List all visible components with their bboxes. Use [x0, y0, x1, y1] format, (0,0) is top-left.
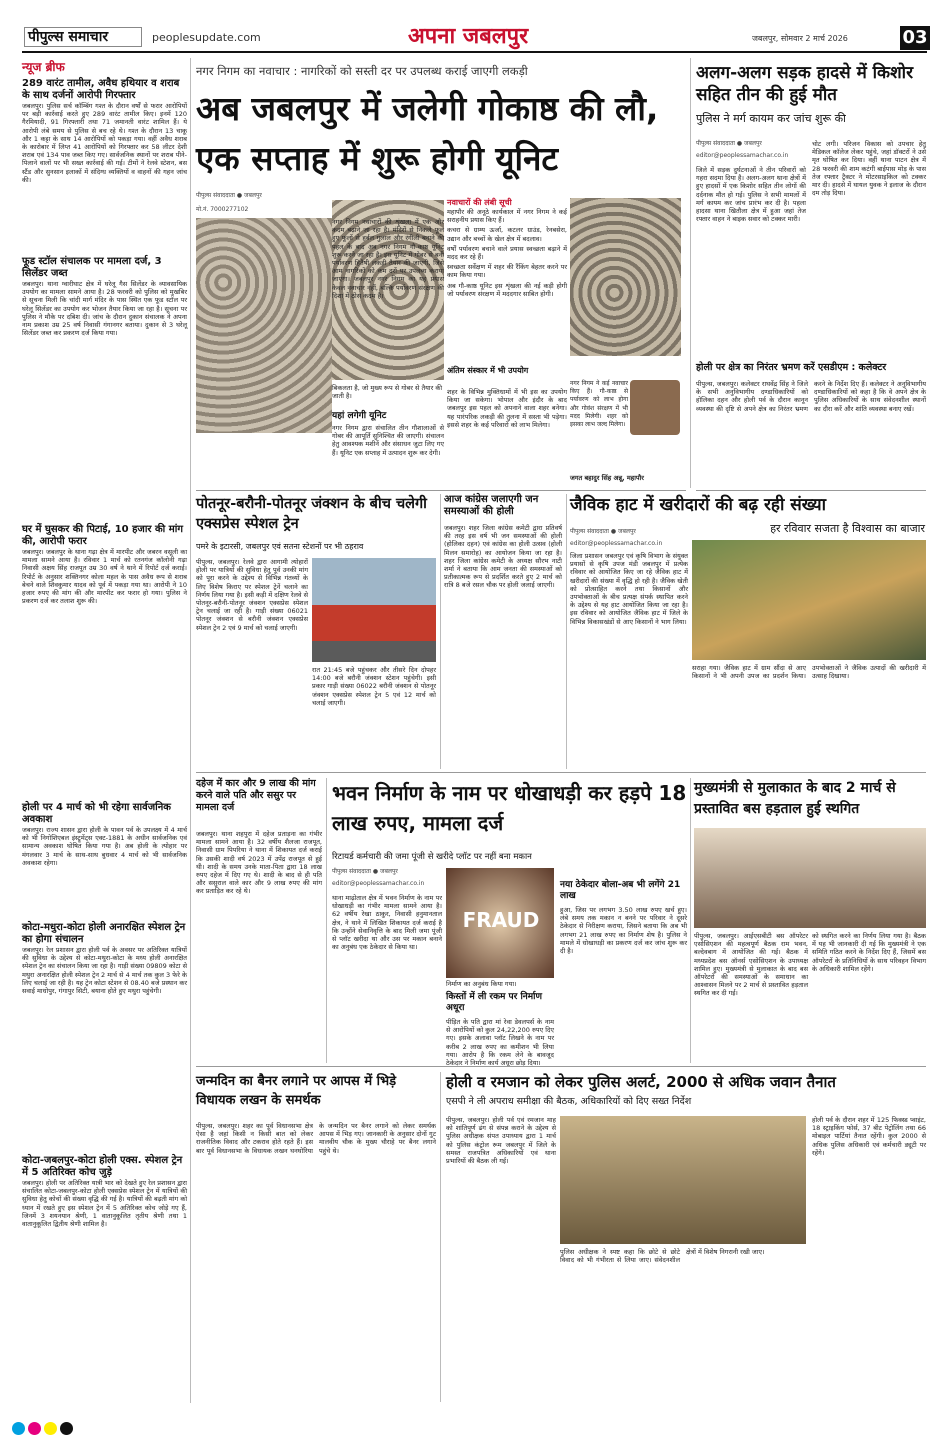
- mla-headline: जन्मदिन का बैनर लगाने पर आपस में भिड़े विधायक लखन के समर्थक: [196, 1074, 397, 1108]
- dateline: जबलपुर, सोमवार 2 मार्च 2026: [752, 34, 848, 43]
- police-sub: एसपी ने ली अपराध समीक्षा की बैठक, अधिकारियों को दिए सख्त निर्देश: [446, 1096, 692, 1107]
- section-title: अपना जबलपुर: [408, 24, 529, 49]
- registration-marks: [12, 1420, 932, 1438]
- mla-body: पीपुल्स, जबलपुर। शहर का पूर्व विधानसभा क्षेत्र ऐसा है जहां किसी न किसी बात को लेकर राजनीतिक विवाद और टकराव होते रहते हैं। इस बार पूर्व विधानसभा के विधायक लखन घनघोरिया के जन्मदिन पर बैनर लगाने को लेकर समर्थक आपस में भिड़ गए। जानकारी के अनुसार दोनों गुट मालवीय चौक के मुख्य चौराहे पर बैनर लगाने पहुंचे थे।: [196, 1122, 436, 1155]
- lead-byline: पीपुल्स संवाददाता ● जबलपुर: [196, 192, 262, 199]
- fraud-column-3: हुआ, जिस पर लगभग 3.50 लाख रुपए खर्च हुए। लंबे समय तक मकान न बनने पर परिवार ने दूसरे ठेकेदार से निरीक्षण कराया, जिसने बताया कि अब भी लगभग 21 लाख रुपए का निर्माण शेष है। पुलिस ने मामले में धोखाधड़ी का प्रकरण दर्ज कर जांच शुरू कर दी है।: [560, 906, 687, 956]
- list-item: अब गौ-काष्ठ यूनिट इस शृंखला की नई कड़ी होगी जो पर्यावरण संरक्षण में मददगार साबित होगी।: [447, 281, 567, 298]
- brief-body: जबलपुर। राज्य शासन द्वारा होली के पावन पर्व के उपलक्ष्य में 4 मार्च को भी निगोशिएबल इंस्ट्रूमेंट्स एक्ट-1881 के अधीन सार्वजनिक एवं सामान्य अवकाश घोषित किया गया है। अब होली के त्योहार पर मंगलवार 3 मार्च के साथ-साथ बुधवार 4 मार्च को भी सार्वजनिक अवकाश रहेगा।: [22, 826, 187, 867]
- haat-byline: पीपुल्स संवाददाता ● जबलपुर: [570, 528, 636, 535]
- congress-headline: आज कांग्रेस जलाएगी जन समस्याओं की होली: [444, 494, 539, 517]
- strike-headline: मुख्यमंत्री से मुलाकात के बाद 2 मार्च से प्रस्तावित बस हड़ताल हुई स्थगित: [694, 780, 896, 817]
- sdm-body: पीपुल्स, जबलपुर। कलेक्टर राघवेंद्र सिंह ने जिले के सभी अनुविभागीय दण्डाधिकारियों को होलिका दहन और होली पर्व के दौरान कानून व्यवस्था की दृष्टि से अपने क्षेत्र का निरंतर भ्रमण करने के निर्देश दिए हैं। कलेक्टर ने अनुविभागीय दण्डाधिकारियों को कहा है कि वे अपने क्षेत्र के पुलिस अधिकारियों के साथ संवेदनशील स्थानों का दौरा करें और शांति व्यवस्था बनाए रखें।: [696, 380, 926, 413]
- brief-body: जबलपुर। होली पर अतिरिक्त यात्री भार को देखते हुए रेल प्रशासन द्वारा संचालित कोटा-जबलपुर-कोटा होली एक्सप्रेस स्पेशल ट्रेन में यात्रियों की सुविधा हेतु कोचों की संख्या वृद्धि की गई है। यात्रियों की बढ़ती मांग को ध्यान में रखते हुए इस स्पेशल ट्रेन में 5 अतिरिक्त कोच जोड़े गए हैं, जिनमें 3 शयनयान श्रेणी, 1 वातानुकूलित तृतीय श्रेणी तथा 1 वातानुकूलित द्वितीय श्रेणी शामिल है।: [22, 1179, 187, 1229]
- brief-item: [22, 802, 187, 918]
- brief-item: [22, 1155, 187, 1329]
- sidebar-title: अंतिम संस्कार में भी उपयोग: [447, 366, 529, 375]
- haat-headline: जैविक हाट में खरीदारों की बढ़ रही संख्या: [570, 495, 826, 515]
- gokashth-photo-2: [570, 198, 681, 356]
- train-photo: [312, 558, 436, 662]
- brief-item: [22, 256, 187, 520]
- lead-subhead-unit: यहां लगेगी यूनिट: [332, 411, 387, 421]
- list-item: कचरा से ग्राम्य ऊर्जा, कटलर ग्राउंड, रेनबसेरा, उद्यान और बच्चों के खेल क्षेत्र में बदलाव।: [447, 226, 567, 243]
- brief-headline: फूड स्टॉल संचालक पर मामला दर्ज, 3 सिलेंडर जब्त: [22, 256, 162, 279]
- train-sub: पमरे के इटारसी, जबलपुर एवं सतना स्टेशनों पर भी ठहराव: [196, 542, 364, 551]
- lead-body-1: [259, 216, 260, 217]
- fraud-caption: निर्माण का अनुबंध किया गया।: [446, 980, 517, 988]
- fraud-headline: भवन निर्माण के नाम पर धोखाधड़ी कर हड़पे 18 लाख रुपए, मामला दर्ज: [332, 781, 687, 835]
- fraud-sub: रिटायर्ड कर्मचारी की जमा पूंजी से खरीदे प्लॉट पर नहीं बना मकान: [332, 852, 532, 862]
- lead-mobile: मो.नं. 7000277102: [196, 206, 249, 213]
- congress-body: जबलपुर। शहर जिला कांग्रेस कमेटी द्वारा प्रतिवर्ष की तरह इस वर्ष भी जन समस्याओं की होली (होलिका दहन) एवं कांग्रेस का होली उत्सव (होली मिलन समारोह) का आयोजन किया जा रहा है। शहर जिला कांग्रेस कमेटी के अध्यक्ष सौरभ नाटी शर्मा ने बताया कि आम जनता की समस्याओं को प्रतीकात्मक रूप से प्रदर्शित करते हुए 2 मार्च को रात्रि 8 बजे रसल चौक पर होली जलाई जाएगी।: [444, 524, 562, 590]
- brief-item: [22, 922, 187, 1151]
- brief-item: [22, 524, 187, 798]
- train-caption: रात 21:45 बजे पहुंचकर और तीसरे दिन दोपहर 14:00 बजे बरौनी जंक्शन स्टेशन पहुंचेगी। इसी प्रकार गाड़ी संख्या 06022 बरौनी जंक्शन से पोतनूर जंक्शन एक्सप्रेस स्पेशल ट्रेन 5 एवं 12 मार्च को चलाई जाएगी।: [312, 666, 436, 707]
- brief-item: [22, 78, 187, 252]
- strike-body: पीपुल्स, जबलपुर। आईएसबीटी बस ऑपरेटर एसोसिएशन की महत्वपूर्ण बैठक राम भवन, बल्देवबाग में आयोजित की गई। बैठक में मध्यप्रदेश बस ऑनर्स एसोसिएशन के उपाध्यक्ष शामिल हुए। मुख्यमंत्री से मुलाकात के बाद बस ऑपरेटरों की समस्याओं के समाधान का आश्वासन मिलने पर 2 मार्च से प्रस्तावित हड़ताल स्थगित कर दी गई।: [694, 932, 808, 998]
- accident-sub: पुलिस ने मर्ग कायम कर जांच शुरू की: [696, 112, 846, 125]
- brief-body: जबलपुर। थाना ग्वारीघाट क्षेत्र में घरेलू गैस सिलेंडर के व्यावसायिक उपयोग का मामला सामने आया है। 28 फरवरी को पुलिस को मुखबिर से सूचना मिली कि चांदी मार्ग मंदिर के पास स्थित एक फूड स्टॉल पर घरेलू सिलेंडर का उपयोग कर भोजन तैयार किया जा रहा है। सूचना पर पुलिस ने मौके पर दबिश दी। जांच के दौरान दुकान संचालक ने अपना नाम प्रकाश उम्र 25 वर्ष निवासी गंगानगर बताया। दुकान से 3 घरेलू सिलेंडर जब्त कर प्रकरण दर्ज किया गया।: [22, 280, 187, 338]
- mayor-photo: [630, 380, 680, 435]
- strike-col-2: को स्थगित करने का निर्णय लिया गया है। बैठक में यह भी जानकारी दी गई कि मुख्यमंत्री ने एक समिति गठित करने के निर्देश दिए हैं, जिसमें बस ऑपरेटरों के प्रतिनिधियों के साथ परिवहन विभाग के अधिकारी शामिल रहेंगे।: [812, 932, 926, 973]
- list-title: नवाचारों की लंबी सूची: [447, 198, 512, 207]
- accident-byline: पीपुल्स संवाददाता ● जबलपुर: [696, 140, 762, 147]
- haat-photo: [692, 540, 926, 660]
- haat-sub: हर रविवार सजता है विश्वास का बाजार: [770, 522, 925, 535]
- lead-photo-caption: बिकलता है, जो मुख्य रूप से गोबर से तैयार की जाती है।: [332, 384, 442, 400]
- accident-col-1: जिले में सड़क दुर्घटनाओं ने तीन परिवारों को गहरा सदमा दिया है। अलग-अलग थाना क्षेत्रों में हुए हादसों में एक किशोर सहित तीन लोगों की दर्दनाक मौत हो गई। पुलिस ने सभी मामलों में मर्ग कायम कर जांच प्रारंभ कर दी है। पहला हादसा थाना खितौला क्षेत्र में हुआ जहां तेज रफ्तार वाहन ने बाइक सवार को टक्कर मारी।: [696, 166, 806, 224]
- masthead: [0, 0, 945, 62]
- police-col-3: होली पर्व के दौरान शहर में 125 फिक्स्ड प्वाइंट, 18 स्ट्राइकिंग फोर्स, 37 बीट पेट्रोलिंग तथा 66 मोबाइल पार्टियां तैनात रहेंगी। कुल 2000 से अधिक पुलिस अधिकारी एवं कर्मचारी ड्यूटी पर रहेंगे।: [812, 1116, 926, 1157]
- accident-email: editor@peoplessamachar.co.in: [696, 152, 789, 159]
- fraud-column-1: थाना माढ़ोताल क्षेत्र में भवन निर्माण के नाम पर धोखाधड़ी का गंभीर मामला सामने आया है। 62 वर्षीय रेखा ठाकुर, निवासी हनुमानताल क्षेत्र, ने थाने में लिखित शिकायत दर्ज कराई है कि उन्होंने सेवानिवृत्ति के बाद मिली जमा पूंजी से प्लॉट खरीदा था और उस पर मकान बनाने का अनुबंध एक ठेकेदार से किया था।: [332, 894, 442, 952]
- mayor-quote: नगर निगम ने कई नवाचार किए हैं। गौ-काष्ठ से पर्यावरण को लाभ होगा और गोवंश संरक्षण में भी मदद मिलेगी। शहर को इसका लाभ जल्द मिलेगा।: [570, 380, 628, 429]
- lead-kicker: नगर निगम का नवाचार : नागरिकों को सस्ती दर पर उपलब्ध कराई जाएगी लकड़ी: [196, 64, 528, 78]
- brief-headline: घर में घुसकर की पिटाई, 10 हजार की मांग की, आरोपी फरार: [22, 524, 183, 547]
- strike-photo: [694, 828, 926, 928]
- list-item: वर्षों पर्यावरण बचाने वाले प्रयास स्वच्छता बढ़ाने में मदद कर रहे हैं।: [447, 244, 567, 262]
- mayor-name: जगत बहादुर सिंह अन्नू, महापौर: [570, 474, 644, 482]
- fraud-email: editor@peoplessamachar.co.in: [332, 880, 425, 887]
- brief-headline: होली पर 4 मार्च को भी रहेगा सार्वजनिक अवकाश: [22, 802, 171, 825]
- lead-body-left-col: नगर निगम नवाचारों की शृंखला में एक और कदम बढ़ाने जा रहा है। मंदिरों से निकले फूल हुए फूलों से हर्बल गुलाल और रंगीली बनाने की पहल के बाद अब नगर निगम गौ-काष्ठ यूनिट शुरू करने जा रहा है। इस यूनिट में गोबर से बनी पर्यावरण हितैषी लकड़ी तैयार की जाएगी, जिसे आम नागरिकों को कम दरों पर उपलब्ध कराया जाएगा। जबलपुर नगर निगम का यह प्रयास केवल नवाचार नहीं, बल्कि पर्यावरण संरक्षण की दिशा में ठोस कदम है।: [332, 218, 444, 300]
- sidebar-body: शहर के विभिन्न मुक्तिधामों में भी इस का उपयोग किया जा सकेगा। भोपाल और इंदौर के बाद जबलपुर इस पहल को अपनाने वाला शहर बनेगा। यह पारंपरिक लकड़ी की तुलना में सस्ता भी पड़ेगा। इससे शहर के कई परिवारों को लाभ मिलेगा।: [447, 388, 567, 429]
- police-photo: [560, 1116, 806, 1244]
- fraud-byline: पीपुल्स संवाददाता ● जबलपुर: [332, 868, 398, 875]
- haat-email: editor@peoplessamachar.co.in: [570, 540, 663, 547]
- brief-body: जबलपुर। जबलपुर के थाना गढ़ा क्षेत्र में मारपीट और जबरन वसूली का मामला सामने आया है। रविवार 1 मार्च को रतनगंज कॉलोनी गढ़ा निवासी अक्षय सिंह राजपूत उम्र 30 वर्ष ने थाने में रिपोर्ट दर्ज कराई। रिपोर्ट के अनुसार शक्तिनगर कोला महल के पास अवैध रूप से शराब बेचने वाले शिवकुमार यादव को पूर्व में पकड़ा गया था। आरोपी ने 10 हजार रुपए की मांग की और मारपीट कर फरार हो गया। पुलिस ने प्रकरण दर्ज कर तलाश शुरू की।: [22, 548, 187, 606]
- fraud-subhead-1: किस्तों में ली रकम पर निर्माण अधूरा: [446, 992, 543, 1013]
- page-number: 03: [900, 26, 930, 50]
- brief-body: जबलपुर। रेल प्रशासन द्वारा होली पर्व के अवसर पर अतिरिक्त यात्रियों की सुविधा के उद्देश्य से कोटा-मथुरा-कोटा के मध्य होली अनारक्षित स्पेशल ट्रेन का संचालन किया जा रहा है। गाड़ी संख्या 09809 कोटा से मथुरा अनारक्षित होली स्पेशल ट्रेन 2 मार्च से 4 मार्च तक कुल 3 फेरे के लिए चलाई जा रही है। यह ट्रेन कोटा स्टेशन से 08.40 बजे प्रस्थान कर सवाई माधोपुर, गंगापुर सिटी, बयाना होते हुए मथुरा पहुंचेगी।: [22, 946, 187, 996]
- gokashth-photo: [196, 218, 332, 433]
- police-col-2: पुलिस अधीक्षक ने स्पष्ट कहा कि छोटे से छोटे विवाद को भी गंभीरता से लिया जाए। संवेदनशील क्षेत्रों में विशेष निगरानी रखी जाए।: [560, 1248, 765, 1265]
- brief-body: जबलपुर। पुलिस सर्च कॉम्बिंग गश्त के दौरान वर्षों से फरार आरोपियों पर बड़ी कार्रवाई करते हुए 289 वारंट तामील किए। इनमें 120 गैरमियादी, 91 गिरफ्तारी तथा 71 जमानती वारंट शामिल हैं। ये आरोपी लंबे समय से पुलिस से बच रहे थे। गश्त के दौरान 13 चाकू और 1 कट्टा के साथ 14 आरोपियों को पकड़ा गया। वहीं अवैध शराब के कारोबार में लिप्त 41 आरोपियों को गिरफ्तार कर 58 लीटर देशी शराब एवं 134 पाव जब्त किए गए। सार्वजनिक स्थानों पर शराब पीने-पिलाने वालों पर भी सख्त कार्रवाई की गई। टीमों ने रेलवे स्टेशन, बस स्टैंड और सुनसान इलाकों में संदिग्ध व्यक्तियों व वाहनों की गहन जांच की।: [22, 102, 187, 184]
- haat-caption: सराहा गया। जैविक हाट में ग्राम सौंदा से आए किसानों ने भी अपनी उपज का प्रदर्शन किया। उपभोक्ताओं ने जैविक उत्पादों की खरीदारी में उत्साह दिखाया।: [692, 664, 926, 681]
- haat-body: जिला प्रशासन जबलपुर एवं कृषि विभाग के संयुक्त प्रयासों से कृषि उपज मंडी जबलपुर में प्रत्येक रविवार को आयोजित किए जा रहे जैविक हाट में खरीदारों की संख्या में वृद्धि हो रही है। जैविक खेती को प्रोत्साहित करने तथा किसानों और उपभोक्ताओं के बीच प्रत्यक्ष संपर्क स्थापित करने के उद्देश्य से यह हाट आयोजित किया जा रहा है। इस रविवार को आयोजित जैविक हाट में जिले के विभिन्न विकासखंडों से आए किसानों ने भाग लिया।: [570, 552, 688, 626]
- list-items: [447, 208, 567, 373]
- list-item: महापौर की अनूठे कार्यकाल में नगर निगम ने कई सराहनीय प्रयास किए हैं।: [447, 208, 567, 225]
- list-item: स्वच्छता सर्वेक्षण में शहर की रैंकिंग बेहतर करने पर काम किया गया।: [447, 263, 567, 280]
- train-headline: पोतनूर-बरौनी-पोतनूर जंक्शन के बीच चलेगी एक्सप्रेस स्पेशल ट्रेन: [196, 496, 427, 532]
- brief-headline: कोटा-मधुरा-कोटा होली अनारक्षित स्पेशल ट्रेन का होगा संचालन: [22, 922, 186, 945]
- fraud-column-2: पीड़ित के पति द्वारा मां रेवा डेवलपर्स के नाम से आरोपियों को कुल 24,22,200 रुपए दिए गए। इसके अलावा प्लॉट लिखने के नाम पर करीब 2 लाख रुपए का कमीशन भी लिया गया। आरोप है कि रकम लेने के बावजूद ठेकेदार ने निर्माण कार्य अधूरा छोड़ दिया।: [446, 1018, 554, 1068]
- dowry-headline: दहेज में कार और 9 लाख की मांग करने वाले पति और ससुर पर मामला दर्ज: [196, 778, 316, 813]
- fraud-subhead-2: नया ठेकेदार बोला-अब भी लगेंगे 21 लाख: [560, 880, 681, 901]
- dowry-body: जबलपुर। थाना शहपुरा में दहेज प्रताड़ना का गंभीर मामला सामने आया है। 32 वर्षीय शैलजा राजपूत, निवासी ग्राम पिपरिया ने थाना में शिकायत दर्ज कराई कि उसकी शादी वर्ष 2023 में उपेंद्र राजपूत से हुई थी। शादी के समय उनके माता-पिता द्वारा 18 लाख रुपए दहेज में दिए गए थे। शादी के बाद से ही पति और ससुराल वाले कार और 9 लाख रुपए की मांग कर प्रताड़ित कर रहे थे।: [196, 830, 322, 896]
- news-brief-column: [22, 58, 187, 1403]
- train-body: पीपुल्स, जबलपुर। रेलवे द्वारा आगामी त्योहारों होली पर यात्रियों की सुविधा हेतु पूर्व उनकी मांग को पूरा करने के उद्देश्य से विभिन्न गंतव्यों के लिए विशेष किराए पर स्पेशल ट्रेनें चलाने का निर्णय लिया गया है। इसी कड़ी में दक्षिण रेलवे से पोतनूर-बरौनी-पोतनूर जंक्शन एक्सप्रेस स्पेशल ट्रेन चलाई जा रही है। गाड़ी संख्या 06021 पोतनूर जंक्शन से बरौनी जंक्शन एक्सप्रेस स्पेशल ट्रेन 2 एवं 9 मार्च को चलाई जाएगी।: [196, 558, 308, 632]
- accident-col-2: चोट लगी। परिजन विकास को उपचार हेतु मेडिकल कॉलेज लेकर पहुंचे, जहां डॉक्टरों ने उसे मृत घोषित कर दिया। वहीं थाना पाटन क्षेत्र में 28 फरवरी की शाम कटंगी बाईपास मोड़ के पास तेज रफ्तार ट्रैक्टर ने मोटरसाइकिल को टक्कर मार दी। हादसे में घायल युवक ने इलाज के दौरान दम तोड़ दिया।: [812, 140, 926, 198]
- lead-headline: अब जबलपुर में जलेगी गोकाष्ठ की लौ, एक सप्ताह में शुरू होगी यूनिट: [196, 89, 659, 178]
- brief-headline: कोटा-जबलपुर-कोटा होली एक्स. स्पेशल ट्रेन में 5 अतिरिक्त कोच जुड़े: [22, 1155, 183, 1178]
- lead-body-col-3: नगर निगम द्वारा संचालित तीन गौशालाओं से गोबर की आपूर्ति सुनिश्चित की जाएगी। संचालन हेतु आवश्यक मशीनें और संसाधन जुटा लिए गए हैं। यूनिट एक सप्ताह में उत्पादन शुरू कर देगी।: [332, 424, 444, 457]
- masthead-logo: पीपुल्स समाचार: [28, 29, 109, 45]
- accident-headline: अलग-अलग सड़क हादसे में किशोर सहित तीन की हुई मौत: [696, 63, 914, 105]
- news-brief-label: न्यूज ब्रीफ: [22, 60, 65, 74]
- site-url[interactable]: peoplesupdate.com: [152, 31, 261, 44]
- police-headline: होली व रमजान को लेकर पुलिस अलर्ट, 2000 से अधिक जवान तैनात: [446, 1073, 836, 1091]
- brief-headline: 289 वारंट तामील, अवैध हथियार व शराब के साथ दर्जनों आरोपी गिरफ्तार: [22, 78, 180, 101]
- fraud-label: FRAUD: [462, 908, 540, 932]
- police-body: पीपुल्स, जबलपुर। होली पर्व एवं रमजान माह को शांतिपूर्ण ढंग से संपन्न कराने के उद्देश्य से पुलिस अधीक्षक संपत उपाध्याय द्वारा 1 मार्च को पुलिस कंट्रोल रूम जबलपुर में जिले के समस्त राजपत्रित अधिकारियों एवं थाना प्रभारियों की बैठक ली गई।: [446, 1116, 556, 1166]
- sdm-headline: होली पर क्षेत्र का निरंतर भ्रमण करें एसडीएम : कलेक्टर: [696, 362, 887, 373]
